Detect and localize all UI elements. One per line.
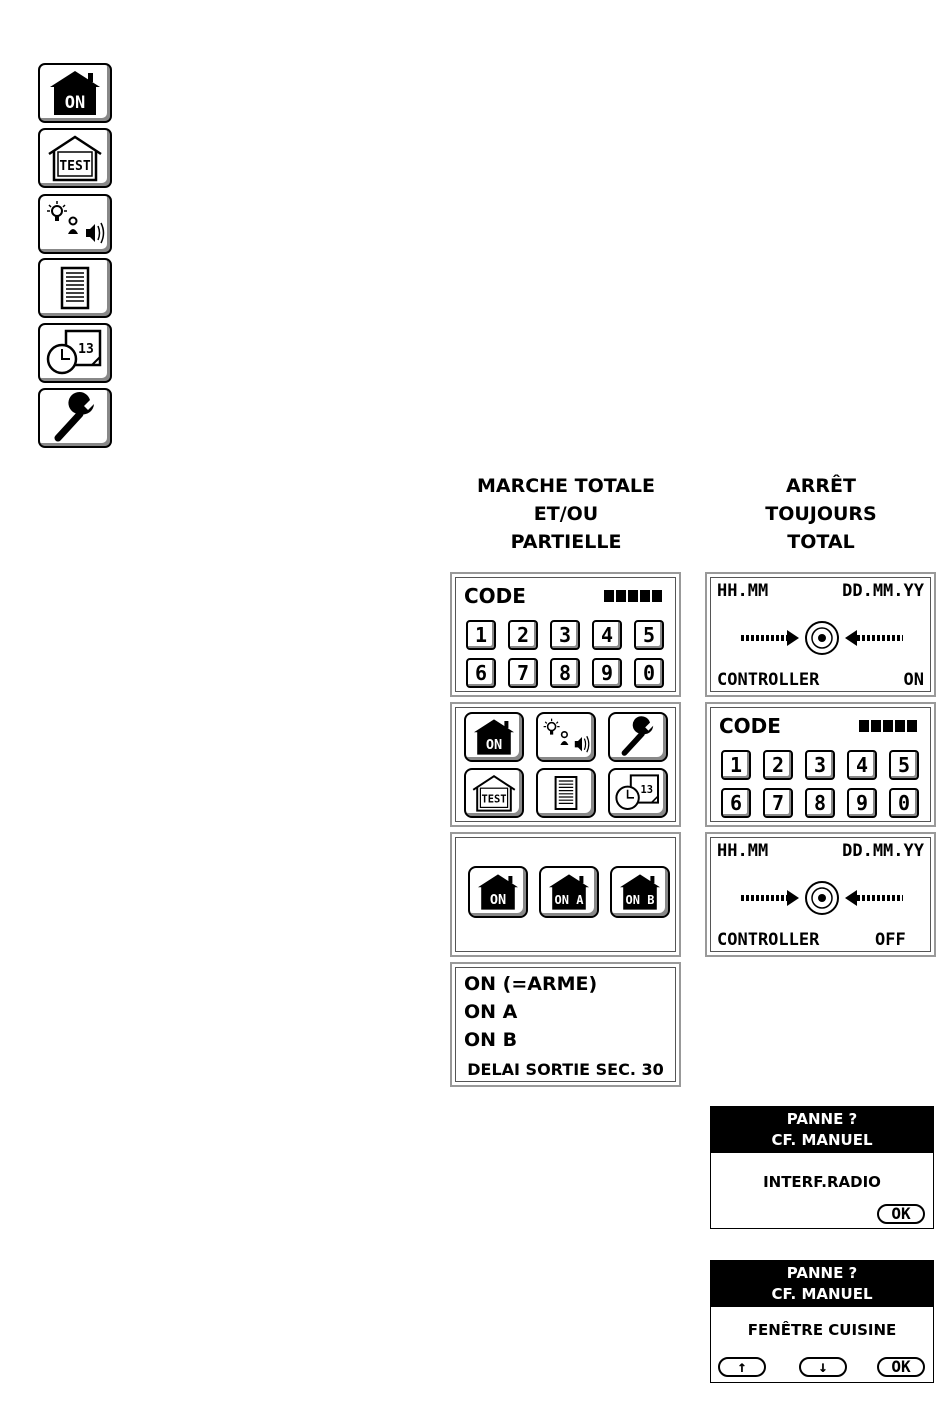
menu-tile-test-text: TEST [481, 793, 507, 806]
keypad-key[interactable]: 9 [592, 658, 622, 688]
menu-tile-clock-text: 13 [640, 784, 654, 796]
menu-screen [450, 702, 681, 827]
keypad-key[interactable]: 0 [889, 788, 919, 818]
fault-message: FENÊTRE CUISINE [747, 1321, 897, 1339]
code-entry-mask [604, 590, 664, 602]
status-date: DD.MM.YY [842, 841, 924, 861]
arm-on-button[interactable] [468, 866, 528, 918]
left-heading-line: ET/OU [533, 503, 599, 525]
fault-title: PANNE ? [786, 1110, 858, 1128]
left-column-heading [452, 472, 680, 556]
wrench-icon[interactable] [38, 388, 112, 448]
arm-on-text: ON [489, 892, 507, 908]
keypad-key[interactable]: 5 [634, 620, 664, 650]
keypad-key[interactable]: 1 [466, 620, 496, 650]
right-heading-line: ARRÊT [786, 475, 856, 497]
arm-option-on-b[interactable]: ON B [464, 1029, 518, 1051]
keypad-key[interactable]: 1 [721, 750, 751, 780]
arm-text-screen [450, 962, 681, 1087]
fault-subtitle: CF. MANUEL [771, 1131, 873, 1149]
keypad-key[interactable]: 8 [550, 658, 580, 688]
controller-arrows-icon [737, 618, 907, 658]
arm-on-a-button[interactable] [539, 866, 599, 918]
fault-message: INTERF.RADIO [763, 1173, 881, 1191]
ok-button[interactable]: OK [877, 1357, 925, 1377]
status-label: CONTROLLER [717, 930, 820, 950]
house-test-icon[interactable] [38, 128, 112, 188]
fault-dialog-header [711, 1261, 933, 1307]
keypad-key[interactable]: 3 [550, 620, 580, 650]
menu-tile-on-text: ON [485, 737, 503, 753]
keypad-key[interactable]: 8 [805, 788, 835, 818]
keypad-key[interactable]: 7 [508, 658, 538, 688]
fault-dialog [710, 1106, 934, 1229]
right-column-heading [707, 472, 935, 556]
menu-tile-wrench[interactable] [608, 712, 668, 762]
fault-dialog-with-nav [710, 1260, 934, 1383]
keypad-key[interactable]: 9 [847, 788, 877, 818]
arm-on-b-button[interactable] [610, 866, 670, 918]
menu-tile-clock[interactable] [608, 768, 668, 818]
menu-tile-on[interactable] [464, 712, 524, 762]
code-screen [450, 572, 681, 697]
log-list-icon[interactable] [38, 258, 112, 318]
code-label: CODE [719, 714, 781, 738]
arm-screen [450, 832, 681, 957]
right-heading-line: TOUJOURS [765, 503, 877, 525]
exit-delay-text: DELAI SORTIE SEC. 30 [467, 1060, 664, 1079]
arm-text-lines [464, 970, 597, 1054]
side-icon-calendar-text: 13 [78, 342, 94, 357]
keypad-key[interactable]: 0 [634, 658, 664, 688]
status-label: CONTROLLER [717, 670, 820, 690]
status-on-screen [705, 572, 936, 697]
keypad-key[interactable]: 5 [889, 750, 919, 780]
code-screen-right [705, 702, 936, 827]
status-off-screen [705, 832, 936, 957]
arm-on-b-text: ON B [625, 893, 655, 907]
left-heading-line: PARTIELLE [510, 531, 622, 553]
status-time: HH.MM [717, 841, 769, 861]
lamp-person-speaker-icon[interactable] [38, 194, 112, 254]
left-heading-line: MARCHE TOTALE [476, 475, 656, 497]
down-arrow-button[interactable]: ↓ [799, 1357, 847, 1377]
status-time: HH.MM [717, 581, 769, 601]
keypad-key[interactable]: 4 [592, 620, 622, 650]
status-state: ON [903, 670, 924, 690]
keypad-key[interactable]: 6 [466, 658, 496, 688]
menu-tile-log[interactable] [536, 768, 596, 818]
status-state: OFF [875, 930, 906, 950]
code-label: CODE [464, 584, 526, 608]
keypad-key[interactable]: 2 [508, 620, 538, 650]
clock-calendar-icon[interactable] [38, 323, 112, 383]
code-entry-mask [859, 720, 919, 732]
right-heading-line: TOTAL [787, 531, 855, 553]
arm-on-a-text: ON A [554, 893, 584, 907]
house-on-icon[interactable] [38, 63, 112, 123]
menu-tile-lamp[interactable] [536, 712, 596, 762]
side-icon-on-text: ON [64, 93, 86, 113]
keypad-key[interactable]: 3 [805, 750, 835, 780]
keypad-key[interactable]: 4 [847, 750, 877, 780]
arm-option-on-a[interactable]: ON A [464, 1001, 518, 1023]
fault-subtitle: CF. MANUEL [771, 1285, 873, 1303]
status-date: DD.MM.YY [842, 581, 924, 601]
keypad-key[interactable]: 6 [721, 788, 751, 818]
keypad-key[interactable]: 7 [763, 788, 793, 818]
menu-tile-test[interactable] [464, 768, 524, 818]
side-icon-test-text: TEST [59, 159, 91, 174]
fault-title: PANNE ? [786, 1264, 858, 1282]
up-arrow-button[interactable]: ↑ [718, 1357, 766, 1377]
keypad-key[interactable]: 2 [763, 750, 793, 780]
controller-arrows-icon [737, 878, 907, 918]
ok-button[interactable]: OK [877, 1204, 925, 1224]
fault-dialog-header [711, 1107, 933, 1153]
arm-option-on[interactable]: ON (=ARME) [464, 973, 598, 995]
